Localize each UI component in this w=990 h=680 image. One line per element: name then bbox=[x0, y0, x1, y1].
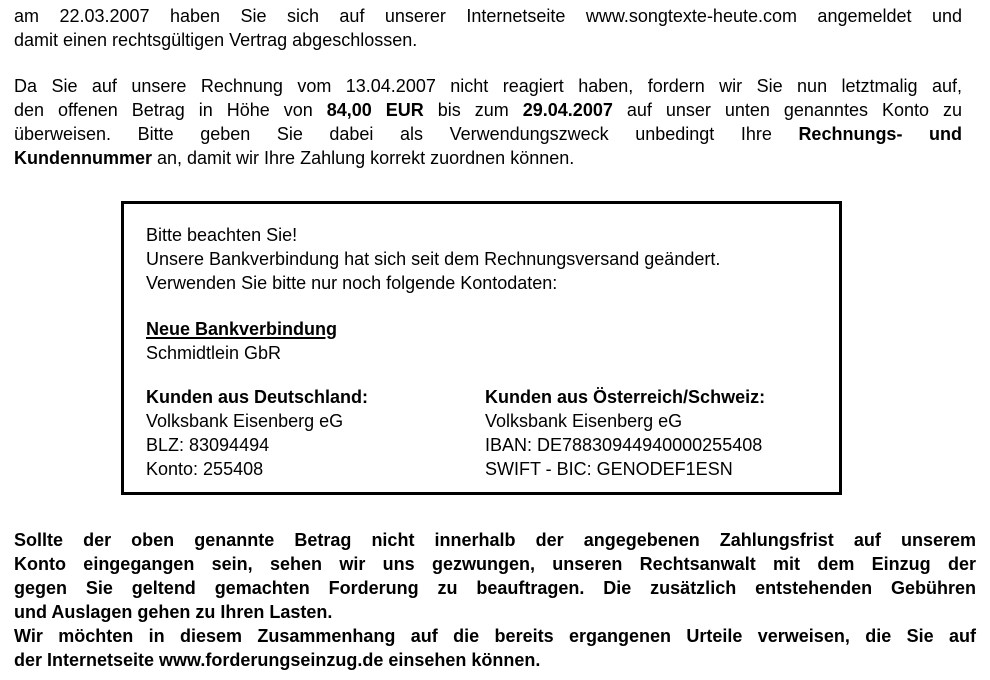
new-bank-heading: Neue Bankverbindung bbox=[146, 319, 338, 339]
account-holder: Schmidtlein GbR bbox=[146, 343, 282, 363]
payment-demand-paragraph bbox=[14, 74, 962, 170]
reference-required-part-2: Kundennummer bbox=[14, 148, 153, 168]
payment-deadline: 29.04.2007 bbox=[522, 100, 613, 120]
bank-details-notice-box bbox=[121, 201, 842, 495]
intro-paragraph bbox=[14, 4, 962, 52]
germany-blz: BLZ: 83094494 bbox=[146, 435, 270, 455]
intro-line-1: am 22.03.2007 haben Sie sich auf unserer Internetseite www.songtexte-heute.com angemeldet und bbox=[14, 6, 962, 26]
demand-line-3 bbox=[14, 122, 962, 146]
reference-required-part-1: Rechnungs- und bbox=[798, 124, 962, 144]
warning-line-5: Wir möchten in diesem Zusammenhang auf die bereits ergangenen Urteile verweisen, die Sie auf bbox=[14, 626, 976, 646]
demand-line-2-middle: bis zum bbox=[423, 100, 523, 120]
germany-heading: Kunden aus Deutschland: bbox=[146, 387, 369, 407]
demand-line-4-end: an, damit wir Ihre Zahlung korrekt zuordnen können. bbox=[152, 148, 575, 168]
warning-line-6: der Internetseite www.forderungseinzug.de einsehen können. bbox=[14, 650, 541, 670]
demand-line-2-start: den offenen Betrag in Höhe von bbox=[14, 100, 327, 120]
germany-konto: Konto: 255408 bbox=[146, 459, 264, 479]
austria-switzerland-swift: SWIFT - BIC: GENODEF1ESN bbox=[485, 459, 733, 479]
demand-line-1: Da Sie auf unsere Rechnung vom 13.04.2007 nicht reagiert haben, fordern wir Sie nun letztmalig auf, bbox=[14, 76, 962, 96]
legal-warning-paragraph bbox=[14, 528, 976, 672]
austria-switzerland-iban: IBAN: DE78830944940000255408 bbox=[485, 435, 763, 455]
germany-bank: Volksbank Eisenberg eG bbox=[146, 411, 344, 431]
notice-use-only: Verwenden Sie bitte nur noch folgende Kontodaten: bbox=[146, 273, 558, 293]
austria-switzerland-heading: Kunden aus Österreich/Schweiz: bbox=[485, 387, 766, 407]
intro-line-2: damit einen rechtsgültigen Vertrag abgeschlossen. bbox=[14, 30, 418, 50]
austria-switzerland-bank: Volksbank Eisenberg eG bbox=[485, 411, 683, 431]
warning-line-4: und Auslagen gehen zu Ihren Lasten. bbox=[14, 602, 333, 622]
notice-attention: Bitte beachten Sie! bbox=[146, 225, 298, 245]
demand-line-2-end: auf unser unten genanntes Konto zu bbox=[612, 100, 962, 120]
warning-line-2: Konto eingegangen sein, sehen wir uns gezwungen, unseren Rechtsanwalt mit dem Einzug der bbox=[14, 554, 976, 574]
warning-line-3: gegen Sie geltend gemachten Forderung zu beauftragen. Die zusätzlich entstehenden Gebühren bbox=[14, 578, 976, 598]
notice-bank-changed: Unsere Bankverbindung hat sich seit dem Rechnungsversand geändert. bbox=[146, 249, 721, 269]
demand-line-2 bbox=[14, 98, 962, 122]
demand-line-4 bbox=[14, 146, 962, 170]
warning-line-1: Sollte der oben genannte Betrag nicht innerhalb der angegebenen Zahlungsfrist auf unserem bbox=[14, 530, 976, 550]
demand-line-3-start: überweisen. Bitte geben Sie dabei als Verwendungszweck unbedingt Ihre bbox=[14, 124, 799, 144]
amount-due: 84,00 EUR bbox=[326, 100, 424, 120]
